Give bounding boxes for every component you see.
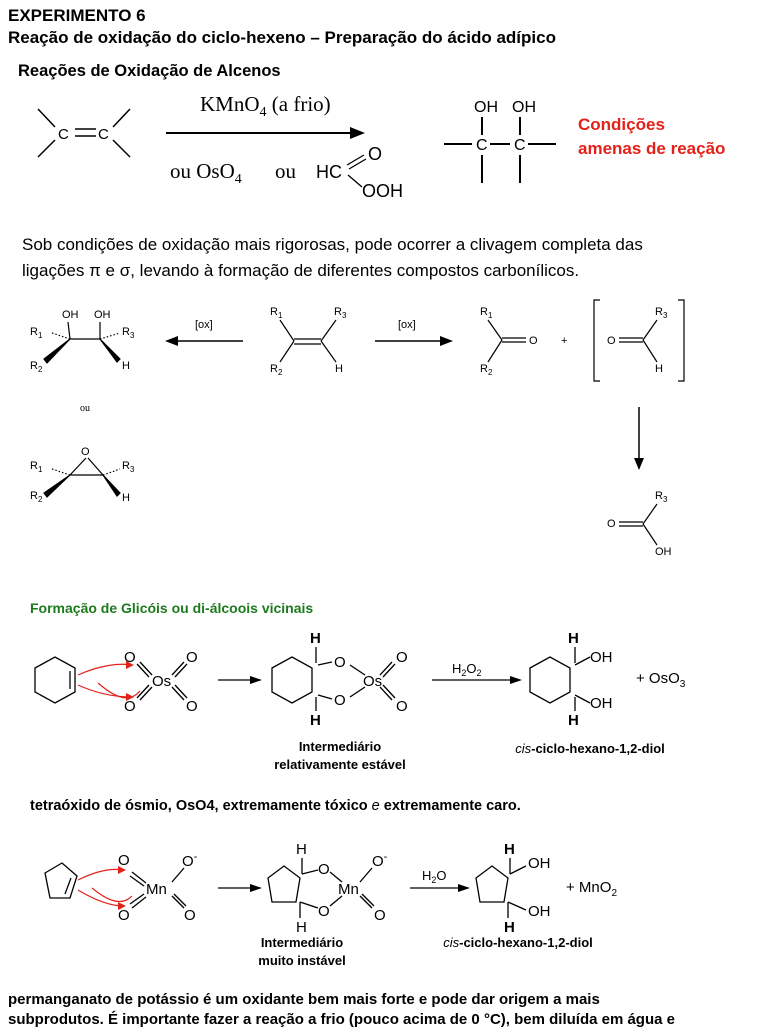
mild-conditions-label: Condições amenas de reação (578, 115, 726, 158)
alkene-structure (38, 109, 130, 157)
epoxide-h: H (122, 492, 130, 504)
diol-r1: $R_1$ (30, 326, 43, 340)
oso4-reagent: ou OsO$_4$ (170, 159, 242, 187)
prod2-oh2: OH (528, 903, 551, 920)
permanganate-paragraph: permanganato de potássio é um oxidante bem mais forte e pode dar origem a mais subprodutos. É importante fazer a reação a frio (pouco acima de 0 °C), bem diluída em água e (8, 991, 675, 1028)
ou-label: ou (275, 159, 296, 183)
prod-oh2: OH (590, 695, 613, 712)
int2-o2: O (318, 903, 330, 920)
int-h-top: H (310, 630, 321, 647)
h2o2-reagent: $H_2O_2$ (452, 661, 482, 678)
os-intermediate-caption: Intermediário relativamente estável (274, 739, 406, 772)
section-title-oxidation: Reações de Oxidação de Alcenos (18, 62, 281, 80)
int-h-bottom: H (310, 712, 321, 729)
alkene-c2: C (98, 126, 109, 143)
permanganate-scheme (0, 832, 768, 942)
alkene-r1: $R_1$ (270, 306, 283, 320)
int-os: Os (363, 673, 383, 690)
peracid-hc: HC (316, 162, 342, 182)
ou-separator: ou (80, 403, 90, 414)
diol-bonds (444, 117, 556, 183)
int2-h-top: H (296, 841, 307, 858)
plus-sign: + (561, 335, 568, 347)
mn-o1: O (118, 852, 130, 869)
int-o1: O (334, 654, 346, 671)
prod2-h-top: H (504, 841, 515, 858)
aldehyde-h: H (655, 363, 663, 375)
mn-product-caption: cis-ciclo-hexano-1,2-diol (443, 935, 593, 950)
os-o4: O (186, 698, 198, 715)
product-c1: C (476, 137, 488, 154)
ketone-r1: $R_1$ (480, 306, 493, 320)
aldehyde-r3: $R_3$ (655, 306, 668, 320)
acid-r3: $R_3$ (655, 490, 668, 504)
int-o3: O (396, 649, 408, 666)
product-oh1: OH (474, 99, 498, 116)
epoxide-r3: $R_3$ (122, 460, 135, 474)
prod2-h-bottom: H (504, 919, 515, 936)
mn-ominus: O- (182, 851, 198, 870)
cleavage-scheme (0, 295, 768, 565)
experiment-label: EXPERIMENTO 6 (8, 6, 146, 25)
mn-center: Mn (146, 881, 167, 898)
oso3-byproduct: + OsO$_3$ (636, 670, 686, 690)
os-center: Os (152, 673, 172, 690)
os-o3: O (124, 698, 136, 715)
prod-oh1: OH (590, 649, 613, 666)
epoxide-r2: $R_2$ (30, 490, 43, 504)
page-title: Reação de oxidação do ciclo-hexeno – Preparação do ácido adípico (8, 28, 556, 47)
alkene-r3: $R_3$ (334, 306, 347, 320)
int2-mn: Mn (338, 881, 359, 898)
product-oh2: OH (512, 99, 536, 116)
ox-label-right: [ox] (398, 319, 416, 331)
diol-oh2: OH (94, 309, 111, 321)
int2-ominus: O- (372, 851, 388, 870)
prod2-oh1: OH (528, 855, 551, 872)
osmium-note: tetraóxido de ósmio, OsO4, extremamente tóxico e extremamente caro. (30, 798, 521, 814)
int2-o3: O (374, 907, 386, 924)
alkene-c1: C (58, 126, 69, 143)
alkene-h: H (335, 363, 343, 375)
diol-r2: $R_2$ (30, 360, 43, 374)
int2-o1: O (318, 861, 330, 878)
os-o2: O (186, 649, 198, 666)
mn-o2: O (118, 907, 130, 924)
ox-label-left: [ox] (195, 319, 213, 331)
glycol-section-title: Formação de Glicóis ou di-álcoois vicinais (30, 600, 314, 616)
mn-intermediate-caption: Intermediário muito instável (258, 935, 346, 968)
cleavage-paragraph: Sob condições de oxidação mais rigorosas, pode ocorrer a clivagem completa das ligações π e σ, levando à formação de diferentes compostos carbonílicos. (22, 235, 643, 280)
ketone-o: O (529, 335, 538, 347)
diol-oh1: OH (62, 309, 79, 321)
prod-h-top: H (568, 630, 579, 647)
osmium-scheme (0, 625, 768, 745)
int-o4: O (396, 698, 408, 715)
acid-oh: OH (655, 546, 672, 558)
mn-o3: O (184, 907, 196, 924)
aldehyde-o: O (607, 335, 616, 347)
os-o1: O (124, 649, 136, 666)
kmno4-reagent: KMnO$_4$ (a frio) (200, 92, 331, 120)
ketone-r2: $R_2$ (480, 363, 493, 377)
arrowhead (350, 127, 365, 139)
int2-h-bottom: H (296, 919, 307, 936)
diol-r3: $R_3$ (122, 326, 135, 340)
peracid-ooh: OOH (362, 181, 404, 201)
peracid-o: O (368, 144, 383, 164)
alkene-r2: $R_2$ (270, 363, 283, 377)
mno2-byproduct: + MnO$_2$ (566, 879, 617, 899)
epoxide-r1: $R_1$ (30, 460, 43, 474)
h2o-reagent: $H_2O$ (422, 868, 447, 885)
prod-h-bottom: H (568, 712, 579, 729)
product-c2: C (514, 137, 526, 154)
acid-o: O (607, 518, 616, 530)
int-o2: O (334, 692, 346, 709)
os-product-caption: cis-ciclo-hexano-1,2-diol (515, 741, 665, 756)
epoxide-o: O (81, 446, 90, 458)
diol-h: H (122, 360, 130, 372)
